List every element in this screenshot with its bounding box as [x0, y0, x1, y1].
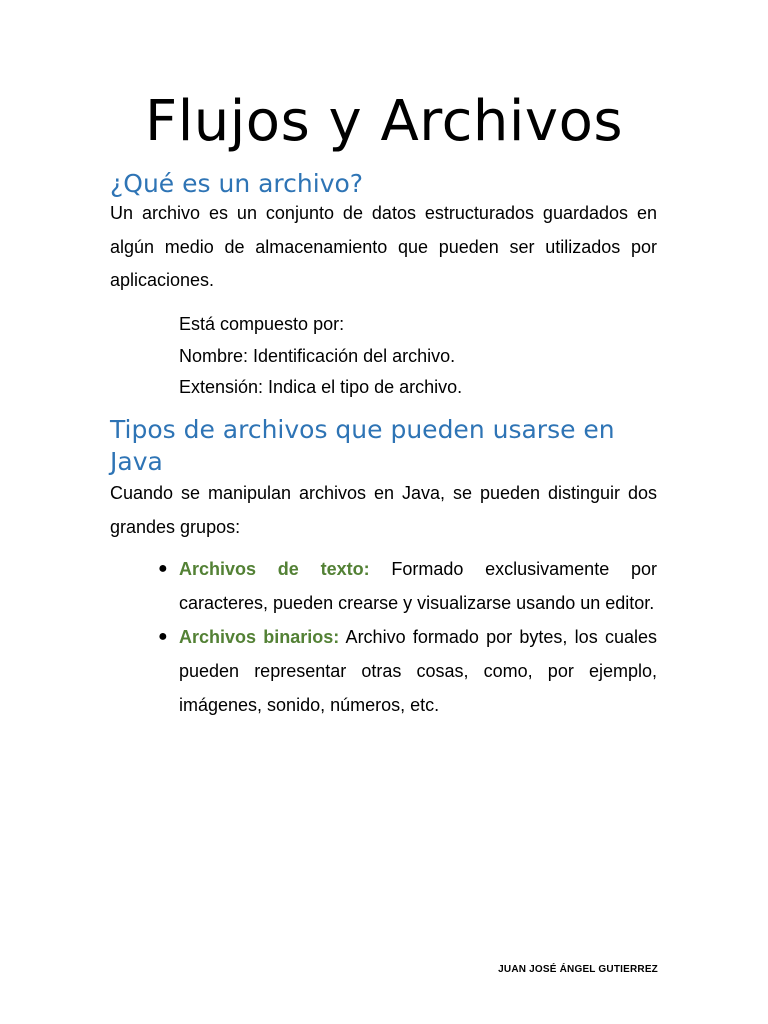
footer-author: JUAN JOSÉ ÁNGEL GUTIERREZ	[498, 964, 658, 975]
composition-line: Nombre: Identificación del archivo.	[179, 345, 456, 366]
section-paragraph-groups: Cuando se manipulan archivos en Java, se pueden distinguir dos grandes grupos:	[110, 483, 657, 537]
composition-list	[179, 309, 462, 404]
bullet-term: Archivos binarios:	[179, 627, 340, 647]
bullet-text: Formado exclusivamente por caracteres, pueden crearse y visualizarse usando un editor.	[179, 559, 657, 613]
page-title: Flujos y Archivos	[144, 89, 624, 154]
bullet-term: Archivos de texto:	[179, 559, 370, 579]
composition-line: Está compuesto por:	[179, 314, 345, 334]
section-paragraph-definition: Un archivo es un conjunto de datos estructurados guardados en algún medio de almacenamiento que pueden ser utilizados por aplicaciones.	[110, 203, 657, 290]
composition-line: Extensión: Indica el tipo de archivo.	[179, 377, 463, 397]
bullet-icon: ●	[158, 560, 168, 577]
bullet-icon: ●	[158, 628, 168, 645]
section-heading-file-types: Tipos de archivos que pueden usarse en Java	[110, 415, 615, 476]
list-item	[110, 552, 657, 620]
bullet-text: Archivo formado por bytes, los cuales pueden representar otras cosas, como, por ejemplo, imágenes, sonido, números, etc.	[179, 627, 657, 715]
file-types-list	[110, 552, 657, 722]
list-item	[110, 620, 657, 722]
section-heading-what-is-file: ¿Qué es un archivo?	[110, 169, 364, 198]
